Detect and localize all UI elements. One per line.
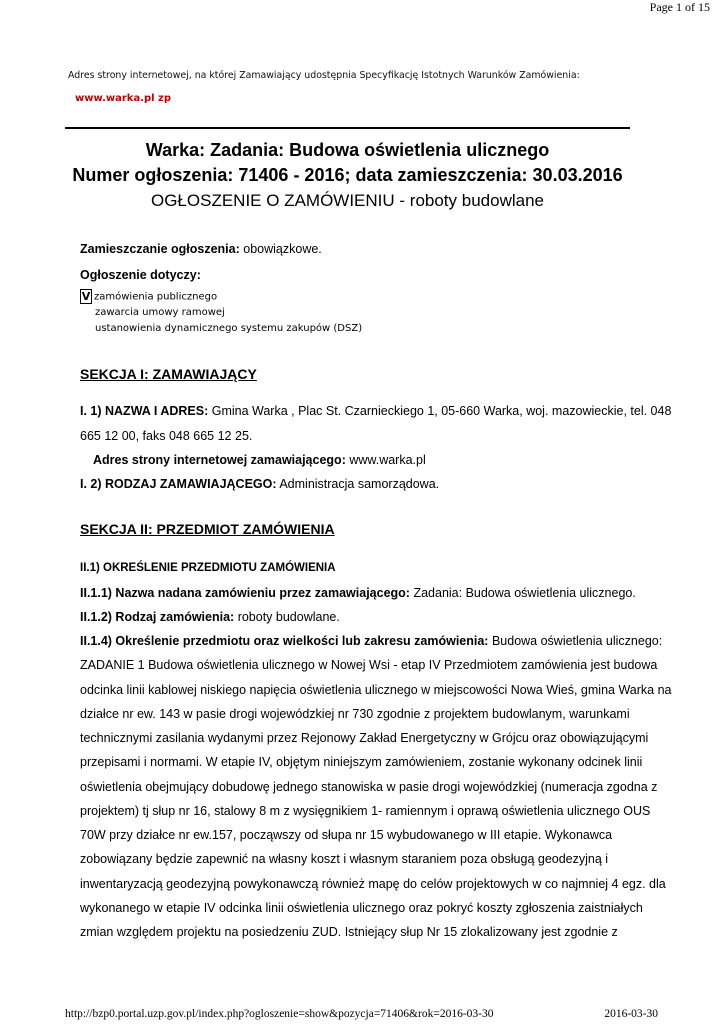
order-kind-row [80, 610, 340, 624]
desc-line: inwentaryzacją geodezyjną powykonawczą również mapę do celów projektowych w co najmniej 4 egz. dla [80, 877, 666, 891]
option-dsz [95, 323, 362, 334]
contracting-contact: 665 12 00, faks 048 665 12 25. [80, 429, 253, 443]
contracting-website-row [93, 453, 426, 467]
contracting-name-label: I. 1) NAZWA I ADRES: [80, 404, 209, 418]
desc-line: projektem) tj słup nr 16, stalowy 8 m z wysięgnikiem 1- ramiennym i oprawą oświetlenia ulicznego OUS [80, 804, 651, 818]
desc-line: zobowiązany będzie zapewnić na własny koszt i własnym staraniem poza obsługą geodezyjną i [80, 852, 609, 866]
placement-value: obowiązkowe. [243, 242, 322, 256]
siwz-link[interactable]: www.warka.pl zp [75, 93, 172, 104]
contracting-website-label: Adres strony internetowej zamawiającego: [93, 453, 346, 467]
desc-line: oświetlenia obejmujący dobudowę jednego stanowiska w pasie drogi wojewódzkiej (numeracja zgodna z [80, 780, 658, 794]
page-number: Page 1 of 15 [649, 0, 710, 14]
order-name-label: II.1.1) Nazwa nadana zamówieniu przez zamawiającego: [80, 586, 410, 600]
notice-type: OGŁOSZENIE O ZAMÓWIENIU - roboty budowlane [150, 191, 544, 210]
placement-row [80, 242, 322, 256]
desc-line: przepisami i normami. W etapie IV, objętym niniejszym zamówieniem, zostanie wykonany odcinek linii [80, 755, 643, 769]
desc-line: zmian względem projektu na posiedzeniu ZUD. Istniejący słup Nr 15 zlokalizowany jest zgodnie z [80, 925, 618, 939]
subject-subheading: II.1) OKREŚLENIE PRZEDMIOTU ZAMÓWIENIA [80, 562, 336, 574]
order-desc-row [80, 634, 662, 648]
siwz-intro-text: Adres strony internetowej, na której Zamawiający udostępnia Specyfikację Istotnych Warunków Zamówienia: [68, 70, 580, 81]
placement-label: Zamieszczanie ogłoszenia: [80, 242, 240, 256]
contracting-type-label: I. 2) RODZAJ ZAMAWIAJĄCEGO: [80, 477, 277, 491]
option-label: zawarcia umowy ramowej [95, 307, 225, 318]
option-label: ustanowienia dynamicznego systemu zakupów (DSZ) [95, 323, 363, 334]
desc-line: wykonanego w etapie IV odcinka linii oświetlenia ulicznego oraz pokryć koszty zgłoszenia zaistniałych [80, 901, 643, 915]
order-kind-label: II.1.2) Rodzaj zamówienia: [80, 610, 235, 624]
order-desc-label: II.1.4) Określenie przedmiotu oraz wielkości lub zakresu zamówienia: [80, 634, 489, 648]
desc-line: odcinka linii kablowej niskiego napięcia oświetlenia ulicznego w miejscowości Nowa Wieś, gmina Warka na [80, 683, 672, 697]
notice-title: Warka: Zadania: Budowa oświetlenia ulicznego [145, 140, 550, 160]
notice-number: Numer ogłoszenia: 71406 - 2016; data zamieszczenia: 30.03.2016 [72, 165, 623, 185]
checked-box: V [81, 290, 91, 303]
contracting-type-row [80, 477, 439, 491]
section2-heading: SEKCJA II: PRZEDMIOT ZAMÓWIENIA [80, 521, 335, 537]
option-framework [95, 307, 225, 318]
contracting-website-value[interactable]: www.warka.pl [349, 453, 426, 467]
option-public-procurement [80, 289, 217, 304]
footer-url[interactable]: http://bzp0.portal.uzp.gov.pl/index.php?ogloszenie=show&pozycja=71406&rok=2016-03-30 [65, 1008, 494, 1020]
desc-line: technicznymi zasilania wydanymi przez Rejonowy Zakład Energetyczny w Grójcu oraz obowiązującymi [80, 731, 649, 745]
order-desc-first: Budowa oświetlenia ulicznego: [491, 634, 663, 648]
contracting-name-value: Gmina Warka , Plac St. Czarnieckiego 1, 05-660 Warka, woj. mazowieckie, tel. 048 [211, 404, 672, 418]
contracting-type-value: Administracja samorządowa. [279, 477, 440, 491]
concerns-label: Ogłoszenie dotyczy: [80, 268, 201, 282]
desc-line: ZADANIE 1 Budowa oświetlenia ulicznego w Nowej Wsi - etap IV Przedmiotem zamówienia jest budowa [80, 658, 658, 672]
option-label: zamówienia publicznego [94, 291, 218, 303]
desc-line: 70W przy działce nr ew.157, począwszy od słupa nr 15 wybudowanego w III etapie. Wykonawca [80, 828, 613, 842]
header-divider [65, 127, 630, 129]
order-kind-value: roboty budowlane. [237, 610, 340, 624]
contracting-name-row [80, 404, 671, 418]
section1-heading: SEKCJA I: ZAMAWIAJĄCY [80, 366, 257, 382]
order-name-value: Zadania: Budowa oświetlenia ulicznego. [413, 586, 636, 600]
footer-date: 2016-03-30 [604, 1008, 658, 1020]
order-name-row [80, 586, 636, 600]
desc-line: działce nr ew. 143 w pasie drogi wojewódzkiej nr 730 zgodnie z projektem budowlanym, warunkami [80, 707, 630, 721]
